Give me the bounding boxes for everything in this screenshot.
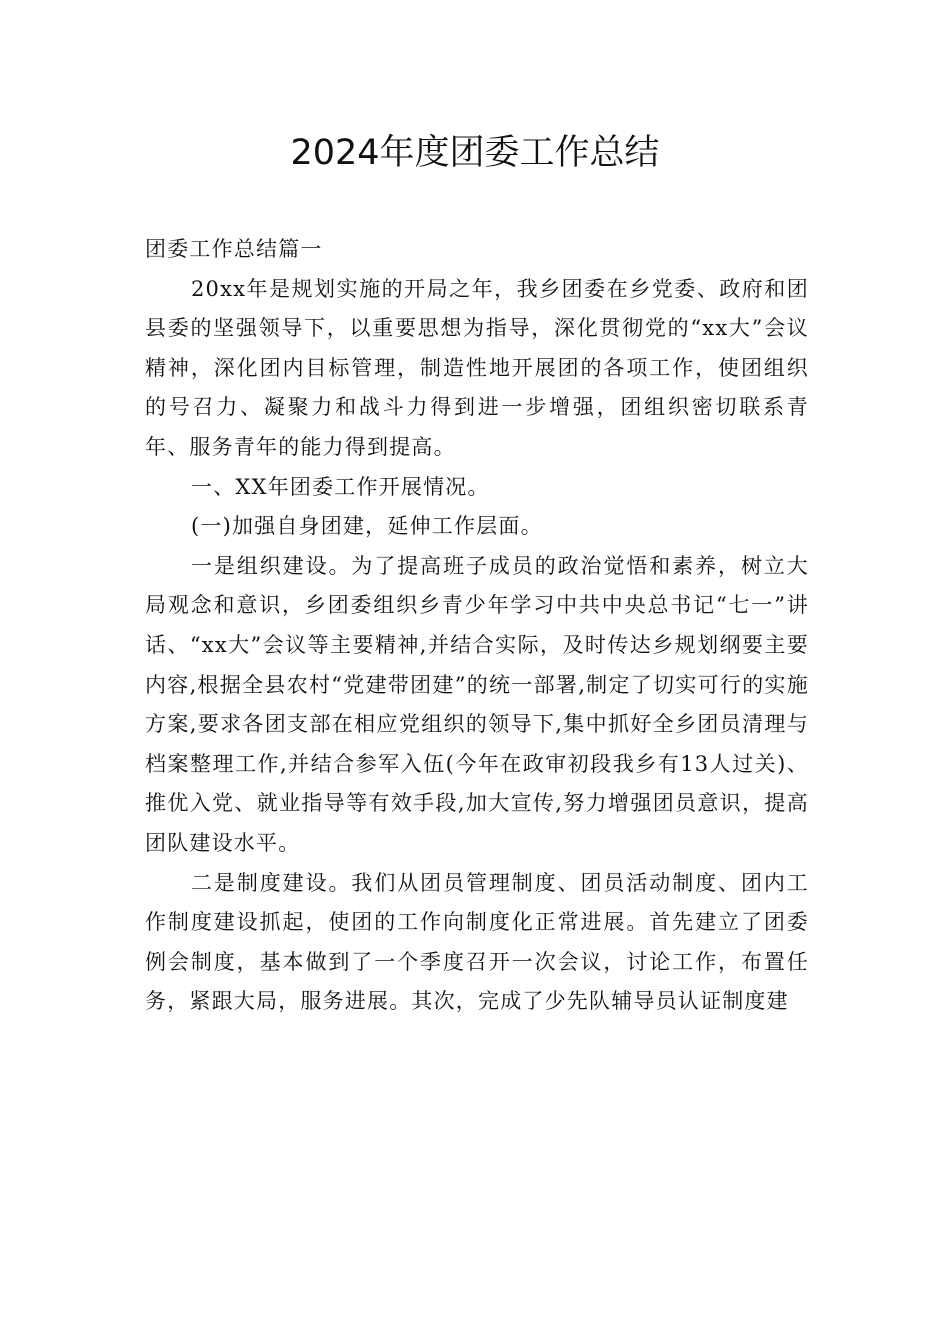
paragraph-system: 二是制度建设。我们从团员管理制度、团员活动制度、团内工作制度建设抓起，使团的工作向制度化正常进展。首先建立了团委例会制度，基本做到了一个季度召开一次会议，讨论工作，布置任务，紧跟大局，服务进展。其次，完成了少先队辅导员认证制度建 — [145, 870, 809, 1014]
paragraph-intro: 20xx年是规划实施的开局之年，我乡团委在乡党委、政府和团县委的坚强领导下，以重要思想为指导，深化贯彻党的“xx大”会议精神，深化团内目标管理，制造性地开展团的各项工作，使团组织的号召力、凝聚力和战斗力得到进一步增强，团组织密切联系青年、服务青年的能力得到提高。 — [145, 276, 809, 459]
section-heading: 团委工作总结篇一 — [145, 237, 323, 261]
document-title: 2024年度团委工作总结 — [290, 133, 660, 173]
paragraph-section-one: 一、XX年团委工作开展情况。 — [191, 474, 490, 499]
paragraph-subsection-one: (一)加强自身团建，延伸工作层面。 — [191, 514, 543, 539]
paragraph-organization: 一是组织建设。为了提高班子成员的政治觉悟和素养，树立大局观念和意识，乡团委组织乡青少年学习中共中央总书记“七一”讲话、“xx大”会议等主要精神,并结合实际，及时传达乡规划纲要主要内容,根据全县农村“党建带团建”的统一部署,制定了切实可行的实施方案,要求各团支部在相应党组织的领导下,集中抓好全乡团员清理与档案整理工作,并结合参军入伍(今年在政审初段我乡有13人过关)、推优入党、就业指导等有效手段,加大宣传,努力增强团员意识，提高团队建设水平。 — [145, 553, 809, 855]
document-body — [145, 230, 809, 1022]
